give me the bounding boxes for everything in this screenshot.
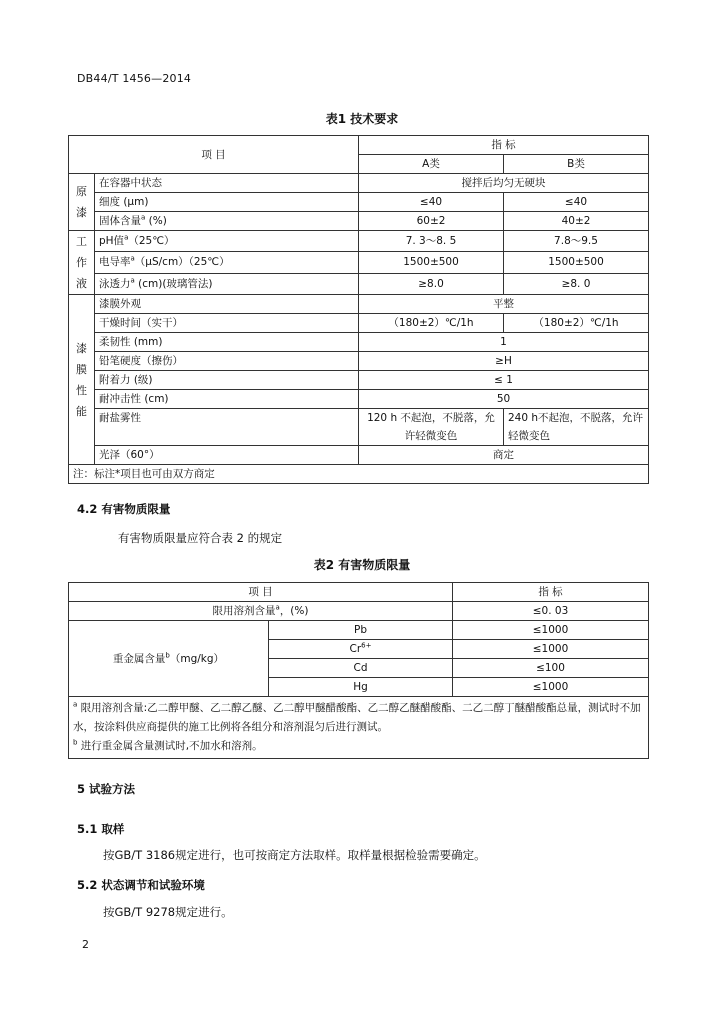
metal-name: $Cr^{6+}$ <box>269 640 453 659</box>
table2-head-indicator: 指 标 <box>453 583 649 602</box>
section-5-2-heading: 5.2 状态调节和试验环境 <box>77 878 205 892</box>
metal-value: ≤1000 <box>453 678 649 697</box>
row-item: 柔韧性 (mm) <box>95 333 359 352</box>
row-value-b: 1500±500 <box>504 252 649 273</box>
row-item: 铅笔硬度（擦伤） <box>95 352 359 371</box>
page-number: 2 <box>82 938 89 951</box>
row-value-merged: 搅拌后均匀无硬块 <box>359 174 649 193</box>
table1-head-class-a: A类 <box>359 155 504 174</box>
row-item: 漆膜外观 <box>95 295 359 314</box>
row-item: 耐盐雾性 <box>95 409 359 446</box>
table1-head-item: 项 目 <box>69 136 359 174</box>
row-item: 泳透力$^a$ (cm)(玻璃管法) <box>95 273 359 294</box>
row-item: 光泽（60°） <box>95 446 359 465</box>
solvent-limit-value: ≤0. 03 <box>453 602 649 621</box>
row-item: 固体含量$^a$ (%) <box>95 212 359 231</box>
row-value-merged: 50 <box>359 390 649 409</box>
row-item: 细度 (μm) <box>95 193 359 212</box>
table1-head-indicator: 指 标 <box>359 136 649 155</box>
row-value-merged: ≤ 1 <box>359 371 649 390</box>
table2-note-a: $^a$ 限用溶剂含量:乙二醇甲醚、乙二醇乙醚、乙二醇甲醚醋酸酯、乙二醇乙醚醋酸酯、二乙二醇丁醚醋酸酯总量，测试时不加水，按涂料供应商提供的施工比例将各组分和溶剂混匀后进行测试。 <box>73 700 641 733</box>
row-value-b: ≥8. 0 <box>504 273 649 294</box>
section-5-2-text: 按GB/T 9278规定进行。 <box>103 905 233 919</box>
table2-note-b: $^b$ 进行重金属含量测试时,不加水和溶剂。 <box>73 738 263 752</box>
table1-caption: 表1 技术要求 <box>325 112 399 126</box>
row-value-a: ≥8.0 <box>359 273 504 294</box>
row-value-a: （180±2）℃/1h <box>359 314 504 333</box>
group-film-performance: 漆 膜 性 能 <box>69 295 95 465</box>
row-value-merged: 平整 <box>359 295 649 314</box>
row-value-a: 120 h 不起泡，不脱落，允许轻微变色 <box>359 409 504 446</box>
row-item: 电导率$^a$（μS/cm）（25℃） <box>95 252 359 273</box>
row-item: 干燥时间（实干） <box>95 314 359 333</box>
metal-name: Pb <box>269 621 453 640</box>
row-item: 在容器中状态 <box>95 174 359 193</box>
metal-name: Cd <box>269 659 453 678</box>
row-value-b: 7.8～9.5 <box>504 231 649 252</box>
row-value-b: （180±2）℃/1h <box>504 314 649 333</box>
table2-hazardous-limits <box>68 582 649 759</box>
section-4-2-text: 有害物质限量应符合表 2 的规定 <box>118 531 283 545</box>
row-item: 附着力 (级) <box>95 371 359 390</box>
section-4-2-heading: 4.2 有害物质限量 <box>77 502 171 516</box>
row-value-a: 1500±500 <box>359 252 504 273</box>
metal-value: ≤1000 <box>453 640 649 659</box>
row-value-a: ≤40 <box>359 193 504 212</box>
section-5-1-text: 按GB/T 3186规定进行，也可按商定方法取样。取样量根据检验需要确定。 <box>103 848 486 862</box>
solvent-limit-label: 限用溶剂含量$^a$，(%) <box>69 602 453 621</box>
metal-value: ≤100 <box>453 659 649 678</box>
row-value-b: 40±2 <box>504 212 649 231</box>
row-value-merged: ≥H <box>359 352 649 371</box>
metal-value: ≤1000 <box>453 621 649 640</box>
row-value-merged: 商定 <box>359 446 649 465</box>
row-item: 耐冲击性 (cm) <box>95 390 359 409</box>
table2-caption: 表2 有害物质限量 <box>313 558 411 572</box>
row-value-a: 7. 3～8. 5 <box>359 231 504 252</box>
table2-head-item: 项 目 <box>69 583 453 602</box>
row-value-merged: 1 <box>359 333 649 352</box>
row-item: pH值$^a$（25℃） <box>95 231 359 252</box>
metal-name: Hg <box>269 678 453 697</box>
table1-technical-requirements <box>68 135 649 484</box>
document-id: DB44/T 1456—2014 <box>77 72 192 85</box>
table1-head-class-b: B类 <box>504 155 649 174</box>
section-5-heading: 5 试验方法 <box>77 782 136 796</box>
row-value-b: ≤40 <box>504 193 649 212</box>
table1-note: 注：标注*项目也可由双方商定 <box>69 465 649 484</box>
group-raw-paint: 原 漆 <box>69 174 95 231</box>
heavy-metal-label: 重金属含量$^b$（mg/kg） <box>69 621 269 697</box>
row-value-b: 240 h不起泡，不脱落，允许轻微变色 <box>504 409 649 446</box>
group-working-liquid: 工 作 液 <box>69 231 95 295</box>
section-5-1-heading: 5.1 取样 <box>77 822 125 836</box>
table2-notes <box>69 697 649 759</box>
row-value-a: 60±2 <box>359 212 504 231</box>
